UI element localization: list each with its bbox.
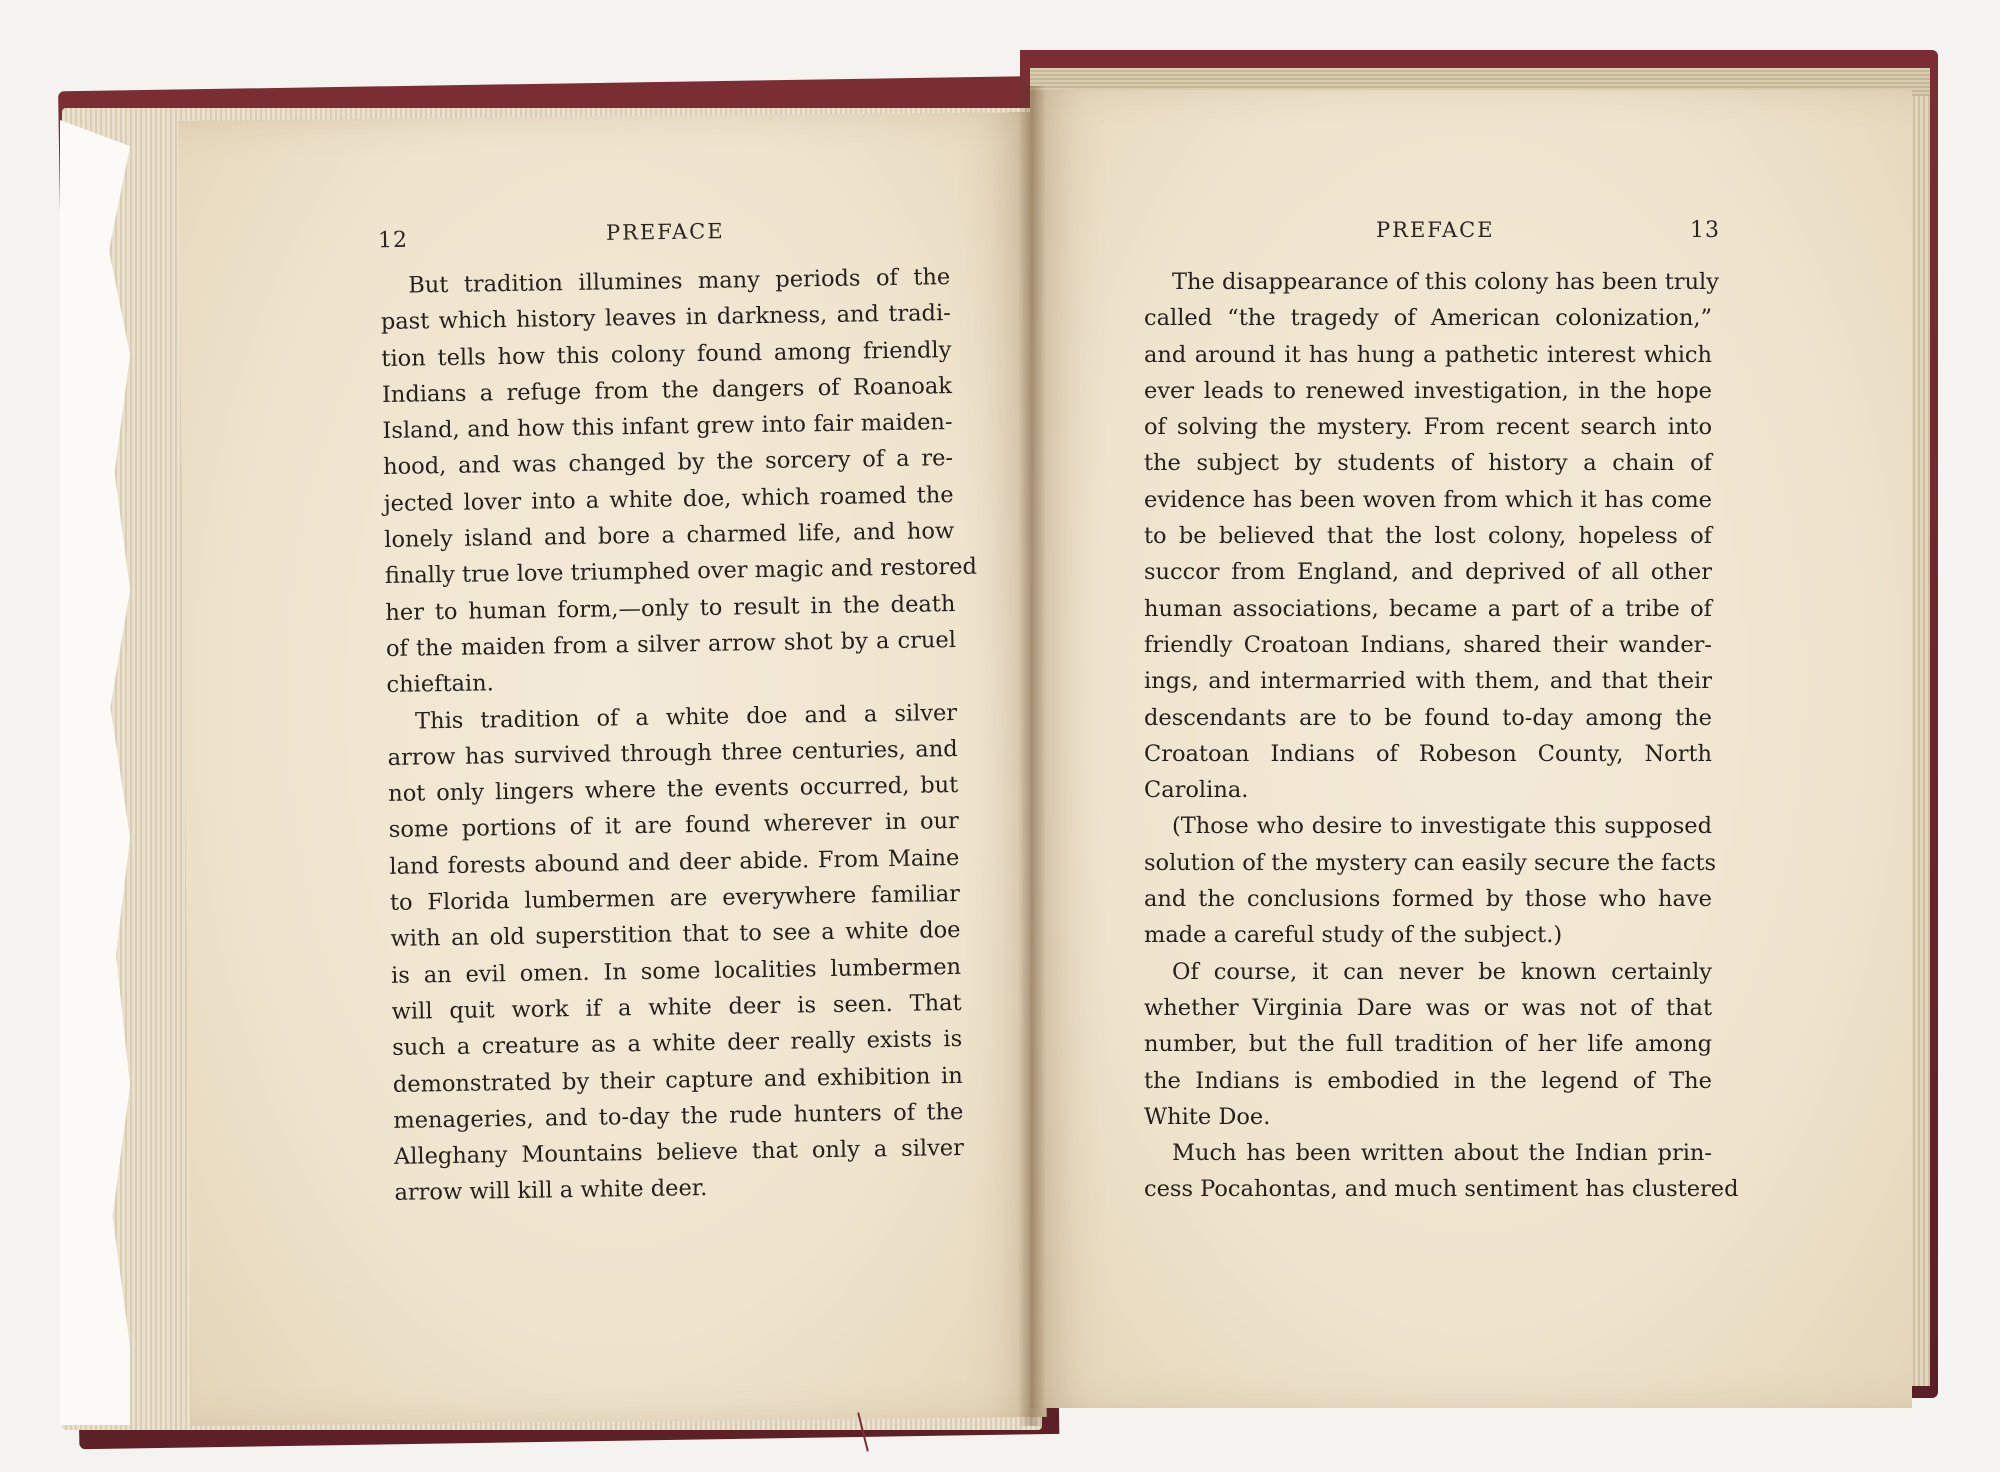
text-line: not only lingers where the events occurred, but (388, 772, 959, 808)
text-line: ings, and intermarried with them, and that their (1144, 668, 1712, 695)
text-line: jected lover into a white doe, which roamed the (383, 481, 954, 517)
text-line: will quit work if a white deer is seen. That (391, 989, 962, 1025)
text-line: the Indians is embodied in the legend of The (1144, 1067, 1712, 1094)
left-page-number: 12 (377, 227, 409, 254)
text-line: evidence has been woven from which it has come (1144, 486, 1712, 513)
text-line: of the maiden from a silver arrow shot by a cruel (385, 626, 957, 662)
text-line: lonely island and bore a charmed life, and how (384, 518, 955, 554)
text-line: (Those who desire to investigate this supposed (1172, 813, 1712, 840)
text-line: with an old superstition that to see a white doe (390, 917, 961, 953)
text-line: White Doe. (1144, 1103, 1271, 1130)
text-line: made a careful study of the subject.) (1144, 922, 1563, 949)
text-line: arrow will kill a white deer. (394, 1175, 708, 1207)
text-line: to be believed that the lost colony, hopeless of (1144, 523, 1712, 550)
text-line: finally true love triumphed over magic and restored (384, 554, 978, 590)
text-line: Island, and how this infant grew into fair maiden- (382, 409, 953, 445)
text-line: But tradition illumines many periods of the (408, 264, 951, 299)
text-line: The disappearance of this colony has been truly (1172, 269, 1719, 295)
text-line: ever leads to renewed investigation, in the hope (1144, 377, 1712, 404)
text-line: and around it has hung a pathetic interest which (1144, 341, 1712, 368)
text-line: to Florida lumbermen are everywhere familiar (389, 881, 961, 916)
text-line: Carolina. (1144, 777, 1249, 804)
text-line: of solving the mystery. From recent search into (1144, 414, 1712, 441)
text-line: Croatoan Indians of Robeson County, North (1144, 740, 1712, 767)
text-line: descendants are to be found to-day among the (1144, 704, 1712, 731)
text-line: land forests abound and deer abide. From Maine (389, 844, 960, 880)
right-page-number: 13 (1690, 218, 1720, 243)
text-line: number, but the full tradition of her life among (1144, 1031, 1712, 1058)
text-line: tion tells how this colony found among friendly (381, 336, 952, 372)
text-line: Indians a refuge from the dangers of Roanoak (381, 372, 953, 408)
text-line: friendly Croatoan Indians, shared their wander- (1144, 631, 1712, 658)
left-page-text (380, 259, 978, 1212)
text-line: solution of the mystery can easily secure the facts (1144, 849, 1717, 876)
text-line: demonstrated by their capture and exhibition in (392, 1062, 963, 1098)
text-line: and the conclusions formed by those who have (1144, 886, 1712, 913)
text-line: her to human form,—only to result in the death (385, 590, 956, 626)
text-line: the subject by students of history a chain of (1144, 450, 1712, 477)
text-line: Much has been written about the Indian prin- (1172, 1140, 1712, 1167)
text-line: Of course, it can never be known certainly (1172, 958, 1712, 985)
text-line: is an evil omen. In some localities lumbermen (390, 953, 962, 989)
text-line: succor from England, and deprived of all other (1144, 559, 1712, 586)
right-running-head: PREFACE (1376, 218, 1495, 242)
text-line: past which history leaves in darkness, and tradi- (380, 300, 951, 336)
text-line: menageries, and to-day the rude hunters of the (393, 1098, 964, 1134)
text-line: cess Pocahontas, and much sentiment has clustered (1144, 1176, 1739, 1203)
text-line: human associations, became a part of a tribe of (1144, 595, 1712, 622)
text-line: some portions of it are found wherever in our (388, 808, 959, 844)
text-line: called “the tragedy of American colonization,” (1144, 305, 1712, 332)
text-line: This tradition of a white doe and a silver (414, 699, 958, 735)
text-line: chieftain. (386, 670, 494, 699)
left-running-head: PREFACE (605, 219, 725, 245)
text-line: hood, and was changed by the sorcery of a re- (382, 445, 954, 481)
text-line: Alleghany Mountains believe that only a silver (393, 1135, 965, 1171)
text-line: such a creature as a white deer really exists is (392, 1026, 963, 1062)
book-gutter (1018, 86, 1046, 1426)
text-line: whether Virginia Dare was or was not of that (1144, 994, 1712, 1021)
text-line: arrow has survived through three centuries, and (387, 735, 958, 771)
right-page-text (1144, 264, 1739, 1208)
